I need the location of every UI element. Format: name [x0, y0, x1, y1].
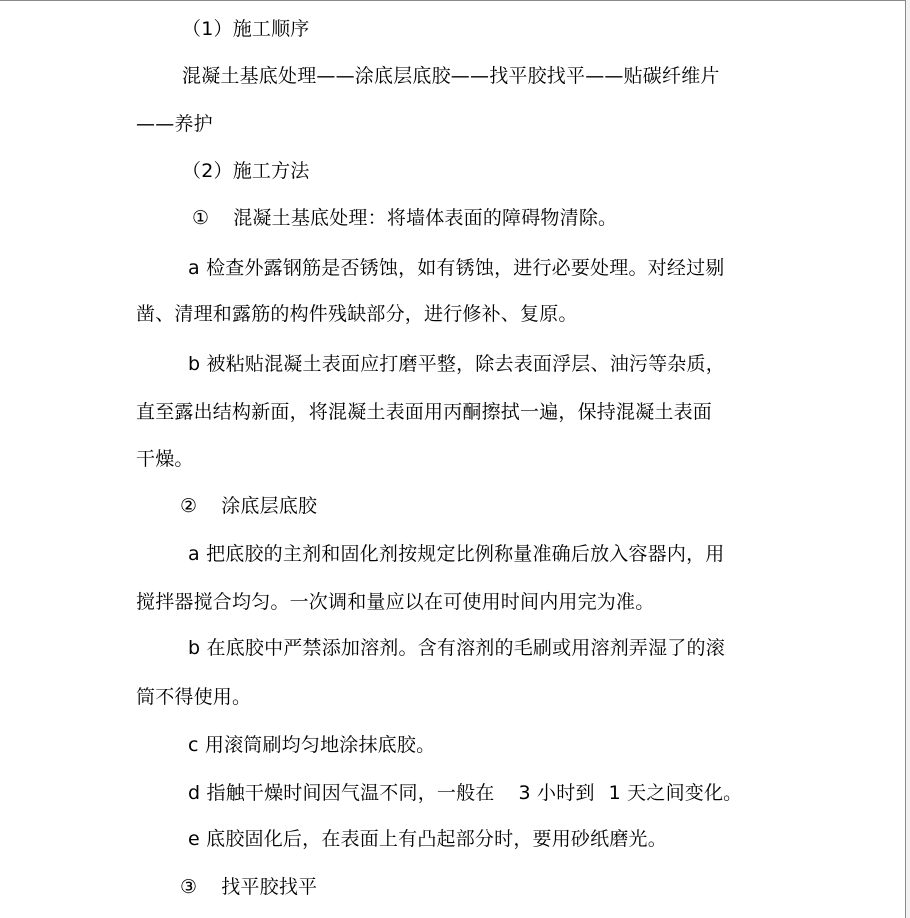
paragraph-line: a 把底胶的主剂和固化剂按规定比例称量准确后放入容器内，用: [188, 543, 725, 565]
step-marker-2: [180, 495, 317, 517]
step-marker-3: [180, 876, 317, 898]
text-segment: 3 小时到: [518, 782, 595, 804]
circled-number-1: ①: [192, 207, 210, 229]
paragraph-line: c 用滚筒刷均匀地涂抹底胶。: [188, 734, 436, 756]
paragraph-line: 直至露出结构新面，将混凝土表面用丙酮擦拭一遍，保持混凝土表面: [136, 401, 713, 423]
circled-number-2: ②: [180, 495, 198, 517]
paragraph-line: a 检查外露钢筋是否锈蚀，如有锈蚀，进行必要处理。对经过剔: [188, 257, 725, 279]
section-heading-construction-sequence: （1）施工顺序: [182, 18, 310, 40]
paragraph-line: b 在底胶中严禁添加溶剂。含有溶剂的毛刷或用溶剂弄湿了的滚: [188, 637, 725, 659]
paragraph-line: 搅拌器搅合均匀。一次调和量应以在可使用时间内用完为准。: [136, 591, 655, 613]
step-title-1: 混凝土基底处理：将墙体表面的障碍物清除。: [233, 207, 618, 229]
step-marker-1: [192, 207, 617, 229]
paragraph-line: b 被粘贴混凝土表面应打磨平整，除去表面浮层、油污等杂质，: [188, 353, 725, 375]
paragraph-line: e 底胶固化后，在表面上有凸起部分时，要用砂纸磨光。: [188, 828, 667, 850]
text-segment: d 指触干燥时间因气温不同，一般在: [188, 782, 495, 804]
paragraph-line: 干燥。: [136, 448, 194, 470]
paragraph-line: 混凝土基底处理——涂底层底胶——找平胶找平——贴碳纤维片: [182, 65, 720, 87]
step-title-3: 找平胶找平: [221, 876, 318, 898]
section-heading-construction-method: （2）施工方法: [182, 160, 310, 182]
circled-number-3: ③: [180, 876, 198, 898]
paragraph-line: [188, 782, 742, 804]
paragraph-line: 筒不得使用。: [136, 686, 252, 708]
step-title-2: 涂底层底胶: [221, 495, 318, 517]
page-edge: [906, 0, 910, 918]
paragraph-line: ——养护: [136, 113, 213, 135]
paragraph-line: 凿、清理和露筋的构件残缺部分，进行修补、复原。: [136, 303, 578, 325]
text-segment: 1 天之间变化。: [608, 782, 743, 804]
